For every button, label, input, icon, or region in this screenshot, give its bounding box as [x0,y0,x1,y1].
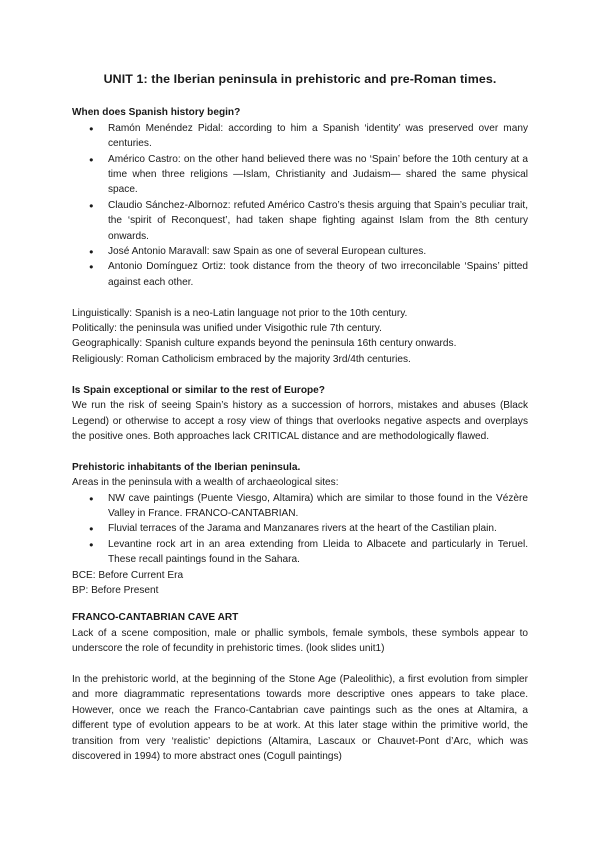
historians-list [72,121,528,290]
page-title: UNIT 1: the Iberian peninsula in prehistoric and pre-Roman times. [103,72,497,86]
paragraph: In the prehistoric world, at the beginning of the Stone Age (Paleolithic), a first evolution from simpler and more diagrammatic representations towards more descriptive ones appears to take place. However, once we reach the Franco-Cantabrian cave paintings such as the ones at Altamira, a different type of evolution appears to be at work. At this later stage within the primitive world, the transition from very ‘realistic’ depictions (Altamira, Lascaux or Chauvet-Pont d’Arc, which was discovered in 1994) to more abstract ones (Cogull paintings) [72,673,528,762]
paragraph: Areas in the peninsula with a wealth of archaeological sites: [72,477,339,489]
text-line: Politically: the peninsula was unified under Visigothic rule 7th century. [72,323,382,335]
paragraph: We run the risk of seeing Spain’s history as a succession of horrors, mistakes and abuses (Black Legend) or otherwise to accept a rosy view of things that overlooks negative aspects and overplays the positive ones. Both approaches lack CRITICAL distance and are methodologically flawed. [72,400,528,442]
list-item: ● Antonio Domínguez Ortiz: took distance from the theory of two irreconcilable ‘Spains’ pitted against each other. [108,259,528,290]
list-item: ● Levantine rock art in an area extending from Lleida to Albacete and particularly in Teruel. These recall paintings found in the Sahara. [108,537,528,568]
sites-list [72,491,528,568]
list-item: ● Claudio Sánchez-Albornoz: refuted Américo Castro’s thesis arguing that Spain’s peculiar trait, the ‘spirit of Reconquest’, had taken shape fighting against Islam from the 8th century onwards. [108,198,528,244]
list-item: ● NW cave paintings (Puente Viesgo, Altamira) which are similar to those found in the Vézère Valley in France. FRANCO-CANTABRIAN. [108,491,528,522]
section-heading-cave-art: FRANCO-CANTABRIAN CAVE ART [72,612,239,624]
list-item: ● Américo Castro: on the other hand believed there was no ‘Spain’ before the 10th century at a time when three religions —Islam, Christianity and Judaism— shared the same physical space. [108,152,528,198]
list-item: ● José Antonio Maravall: saw Spain as one of several European cultures. [108,244,528,259]
text-line: BP: Before Present [72,584,159,596]
text-line: BCE: Before Current Era [72,569,184,581]
list-item: ● Fluvial terraces of the Jarama and Manzanares rivers at the heart of the Castilian plain. [108,521,528,536]
document-page [72,72,528,764]
section-heading-spanish-history: When does Spanish history begin? [72,107,241,119]
paragraph: Lack of a scene composition, male or phallic symbols, female symbols, these symbols appear to underscore the role of fecundity in prehistoric times. (look slides unit1) [72,627,528,655]
section-heading-prehistoric: Prehistoric inhabitants of the Iberian peninsula. [72,461,301,473]
section-heading-exceptional: Is Spain exceptional or similar to the rest of Europe? [72,384,325,396]
text-line: Religiously: Roman Catholicism embraced by the majority 3rd/4th centuries. [72,353,411,365]
text-line: Geographically: Spanish culture expands beyond the peninsula 16th century onwards. [72,338,457,350]
list-item: ● Ramón Menéndez Pidal: according to him a Spanish ‘identity’ was preserved over many centuries. [108,121,528,152]
text-line: Linguistically: Spanish is a neo-Latin language not prior to the 10th century. [72,307,408,319]
